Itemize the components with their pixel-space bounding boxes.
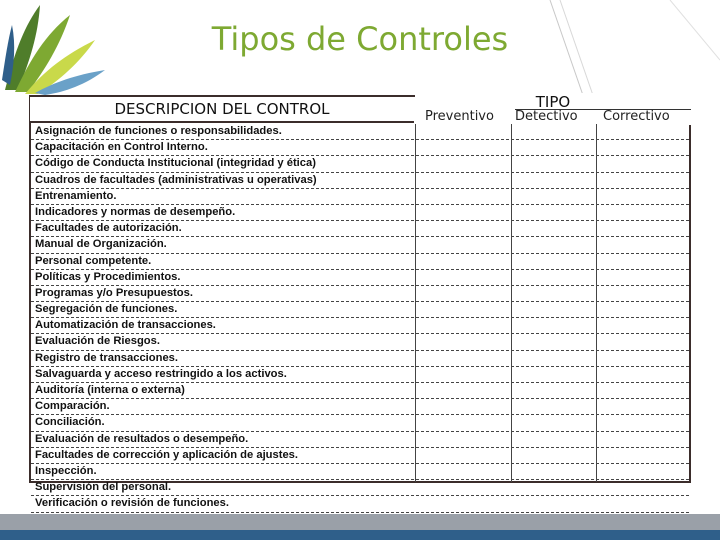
table-row — [31, 173, 689, 189]
row-label: Entrenamiento. — [35, 189, 117, 202]
table-row — [31, 124, 689, 140]
column-divider — [415, 124, 416, 482]
table-row — [31, 156, 689, 172]
header-type-label: TIPO — [535, 93, 571, 111]
row-label: Código de Conducta Institucional (integridad y ética) — [35, 157, 316, 170]
row-label: Registro de transacciones. — [35, 351, 179, 364]
table-row — [31, 318, 689, 334]
page-title: Tipos de Controles — [211, 20, 509, 58]
footer-bar — [0, 530, 720, 540]
table-row — [31, 399, 689, 415]
table-row — [31, 432, 689, 448]
row-label: Capacitación en Control Interno. — [35, 141, 208, 154]
row-label: Conciliación. — [35, 416, 105, 429]
row-label: Auditoría (interna o externa) — [35, 384, 185, 396]
row-label: Cuadros de facultades (administrativas u operativas) — [35, 173, 317, 186]
row-label: Asignación de funciones o responsabilidades. — [35, 125, 282, 137]
row-label: Salvaguarda y acceso restringido a los activos. — [35, 367, 287, 380]
column-divider — [596, 124, 597, 482]
table-row — [31, 448, 689, 464]
row-label: Programas y/o Presupuestos. — [35, 286, 193, 299]
row-label: Facultades de corrección y aplicación de ajustes. — [35, 448, 299, 461]
column-divider — [511, 124, 512, 482]
table-row — [31, 254, 689, 270]
row-label: Facultades de autorización. — [35, 222, 182, 235]
row-label: Personal competente. — [35, 254, 152, 267]
row-label: Manual de Organización. — [35, 238, 167, 251]
table-body — [31, 124, 689, 513]
column-detectivo: Detectivo — [515, 109, 578, 124]
row-label: Políticas y Procedimientos. — [35, 270, 181, 283]
table-row — [31, 302, 689, 318]
table-row — [31, 415, 689, 431]
row-label: Indicadores y normas de desempeño. — [35, 205, 236, 218]
header-description — [30, 97, 414, 123]
table-row — [31, 221, 689, 237]
table-row — [31, 286, 689, 302]
column-preventivo: Preventivo — [425, 109, 494, 124]
table-row — [31, 367, 689, 383]
table-row — [31, 237, 689, 253]
header-description-label: DESCRIPCION DEL CONTROL — [114, 100, 330, 118]
table-row — [31, 189, 689, 205]
row-label: Evaluación de Riesgos. — [35, 335, 160, 348]
table-row — [31, 140, 689, 156]
row-label: Supervisión del personal. — [35, 481, 172, 494]
row-label: Segregación de funciones. — [35, 303, 178, 316]
table-row — [31, 496, 689, 512]
table-row — [31, 270, 689, 286]
row-label: Evaluación de resultados o desempeño. — [35, 432, 249, 445]
table-row — [31, 383, 689, 399]
table-row — [31, 334, 689, 350]
column-correctivo: Correctivo — [603, 109, 670, 124]
table-row — [31, 464, 689, 480]
row-label: Verificación o revisión de funciones. — [35, 497, 229, 510]
table-row — [31, 351, 689, 367]
table-row — [31, 480, 689, 496]
footer-band — [0, 514, 720, 530]
row-label: Automatización de transacciones. — [35, 319, 216, 332]
row-label: Comparación. — [35, 400, 110, 413]
header-type — [415, 93, 691, 125]
row-label: Inspección. — [35, 464, 97, 477]
table-row — [31, 205, 689, 221]
